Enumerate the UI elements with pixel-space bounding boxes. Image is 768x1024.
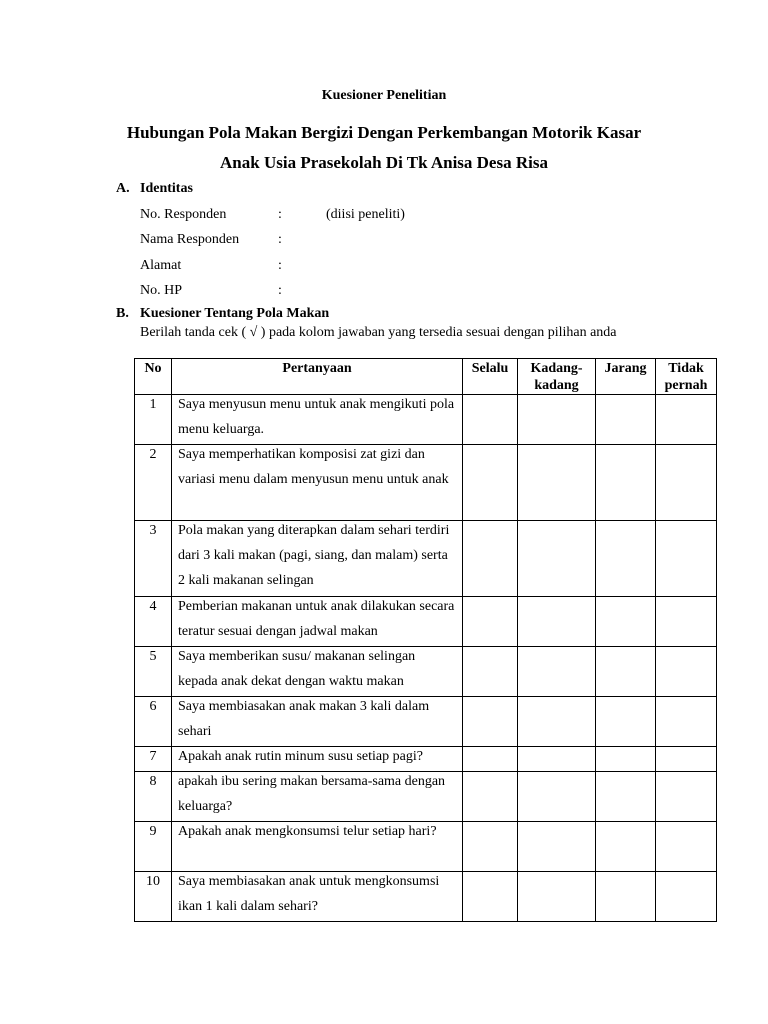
field-colon: : [278,283,282,298]
question-number: 5 [135,647,172,697]
answer-cell-kadang-kadang[interactable] [518,872,596,922]
field-colon: : [278,207,282,222]
table-row [135,697,717,747]
answer-cell-jarang[interactable] [596,697,656,747]
table-row [135,872,717,922]
answer-cell-selalu[interactable] [463,697,518,747]
field-label-no-hp: No. HP [140,283,183,298]
answer-cell-selalu[interactable] [463,597,518,647]
section-b-heading: Kuesioner Tentang Pola Makan [140,306,330,321]
answer-cell-tidak-pernah[interactable] [656,747,717,772]
answer-cell-kadang-kadang[interactable] [518,521,596,597]
answer-cell-kadang-kadang[interactable] [518,395,596,445]
answer-cell-tidak-pernah[interactable] [656,647,717,697]
section-b-instruction: Berilah tanda cek ( √ ) pada kolom jawaban yang tersedia sesuai dengan pilihan anda [140,325,617,340]
table-row [135,747,717,772]
question-text: apakah ibu sering makan bersama-sama dengan keluarga? [178,774,446,814]
document-title: Kuesioner Penelitian [321,88,447,103]
question-text-cell [172,772,463,822]
answer-cell-selalu[interactable] [463,822,518,872]
question-text-cell [172,445,463,521]
answer-cell-tidak-pernah[interactable] [656,822,717,872]
header-selalu-label: Selalu [471,361,509,376]
answer-cell-jarang[interactable] [596,395,656,445]
header-tidak-line1: Tidak [668,361,704,376]
question-text: Saya membiasakan anak makan 3 kali dalam sehari [178,699,430,739]
answer-cell-kadang-kadang[interactable] [518,822,596,872]
question-text-cell [172,647,463,697]
answer-cell-jarang[interactable] [596,747,656,772]
header-no-label: No [144,361,162,376]
question-number: 7 [135,747,172,772]
answer-cell-tidak-pernah[interactable] [656,521,717,597]
question-text-cell [172,697,463,747]
answer-cell-kadang-kadang[interactable] [518,597,596,647]
field-colon: : [278,232,282,247]
field-label-alamat: Alamat [140,258,182,273]
field-label-nama-responden: Nama Responden [140,232,240,247]
question-text: Saya membiasakan anak untuk mengkonsumsi ikan 1 kali dalam sehari? [178,874,440,914]
table-row [135,822,717,872]
question-number: 6 [135,697,172,747]
answer-cell-selalu[interactable] [463,445,518,521]
answer-cell-kadang-kadang[interactable] [518,697,596,747]
questionnaire-table [134,358,717,922]
question-text-cell [172,521,463,597]
answer-cell-kadang-kadang[interactable] [518,647,596,697]
answer-cell-selalu[interactable] [463,395,518,445]
header-no [135,359,172,395]
question-number: 4 [135,597,172,647]
question-number: 9 [135,822,172,872]
answer-cell-jarang[interactable] [596,597,656,647]
answer-cell-tidak-pernah[interactable] [656,395,717,445]
answer-cell-jarang[interactable] [596,647,656,697]
header-jarang-label: Jarang [604,361,647,376]
answer-cell-jarang[interactable] [596,872,656,922]
answer-cell-tidak-pernah[interactable] [656,445,717,521]
header-kadang-line1: Kadang- [530,361,583,376]
table-row [135,395,717,445]
question-text: Pola makan yang diterapkan dalam sehari terdiri dari 3 kali makan (pagi, siang, dan malam) serta 2 kali makanan selingan [178,523,450,588]
header-jarang [596,359,656,395]
table-header-row [135,359,717,395]
answer-cell-jarang[interactable] [596,772,656,822]
section-a-heading: Identitas [140,181,193,196]
answer-cell-kadang-kadang[interactable] [518,445,596,521]
question-text: Apakah anak mengkonsumsi telur setiap hari? [178,824,437,839]
table-row [135,772,717,822]
question-text-cell [172,395,463,445]
header-pertanyaan [172,359,463,395]
field-colon: : [278,258,282,273]
header-tidak-pernah [656,359,717,395]
question-number: 10 [135,872,172,922]
header-pertanyaan-label: Pertanyaan [282,361,352,376]
question-text: Pemberian makanan untuk anak dilakukan secara teratur sesuai dengan jadwal makan [178,599,455,639]
answer-cell-jarang[interactable] [596,822,656,872]
main-title-line-2: Anak Usia Prasekolah Di Tk Anisa Desa Risa [220,153,548,172]
answer-cell-selalu[interactable] [463,747,518,772]
answer-cell-tidak-pernah[interactable] [656,597,717,647]
answer-cell-selalu[interactable] [463,521,518,597]
answer-cell-selalu[interactable] [463,872,518,922]
table-row [135,647,717,697]
question-number: 8 [135,772,172,822]
answer-cell-kadang-kadang[interactable] [518,747,596,772]
section-a-letter: A. [116,181,130,196]
header-kadang-kadang [518,359,596,395]
question-text-cell [172,597,463,647]
question-text-cell [172,822,463,872]
question-text-cell [172,872,463,922]
answer-cell-kadang-kadang[interactable] [518,772,596,822]
field-value-no-responden: (diisi peneliti) [326,207,405,222]
table-row [135,445,717,521]
answer-cell-tidak-pernah[interactable] [656,872,717,922]
header-tidak-line2: pernah [664,378,708,393]
table-row [135,521,717,597]
answer-cell-tidak-pernah[interactable] [656,697,717,747]
field-label-no-responden: No. Responden [140,207,227,222]
question-text: Saya memberikan susu/ makanan selingan kepada anak dekat dengan waktu makan [178,649,416,689]
question-number: 1 [135,395,172,445]
answer-cell-jarang[interactable] [596,445,656,521]
answer-cell-tidak-pernah[interactable] [656,772,717,822]
question-number: 2 [135,445,172,521]
header-selalu [463,359,518,395]
answer-cell-jarang[interactable] [596,521,656,597]
question-text: Apakah anak rutin minum susu setiap pagi? [178,749,423,764]
answer-cell-selalu[interactable] [463,772,518,822]
question-number: 3 [135,521,172,597]
section-b-letter: B. [116,306,129,321]
table-row [135,597,717,647]
header-kadang-line2: kadang [534,378,579,393]
main-title-line-1: Hubungan Pola Makan Bergizi Dengan Perkembangan Motorik Kasar [126,123,642,142]
question-text-cell [172,747,463,772]
question-text: Saya memperhatikan komposisi zat gizi dan variasi menu dalam menyusun menu untuk anak [178,447,449,487]
answer-cell-selalu[interactable] [463,647,518,697]
question-text: Saya menyusun menu untuk anak mengikuti pola menu keluarga. [178,397,455,437]
